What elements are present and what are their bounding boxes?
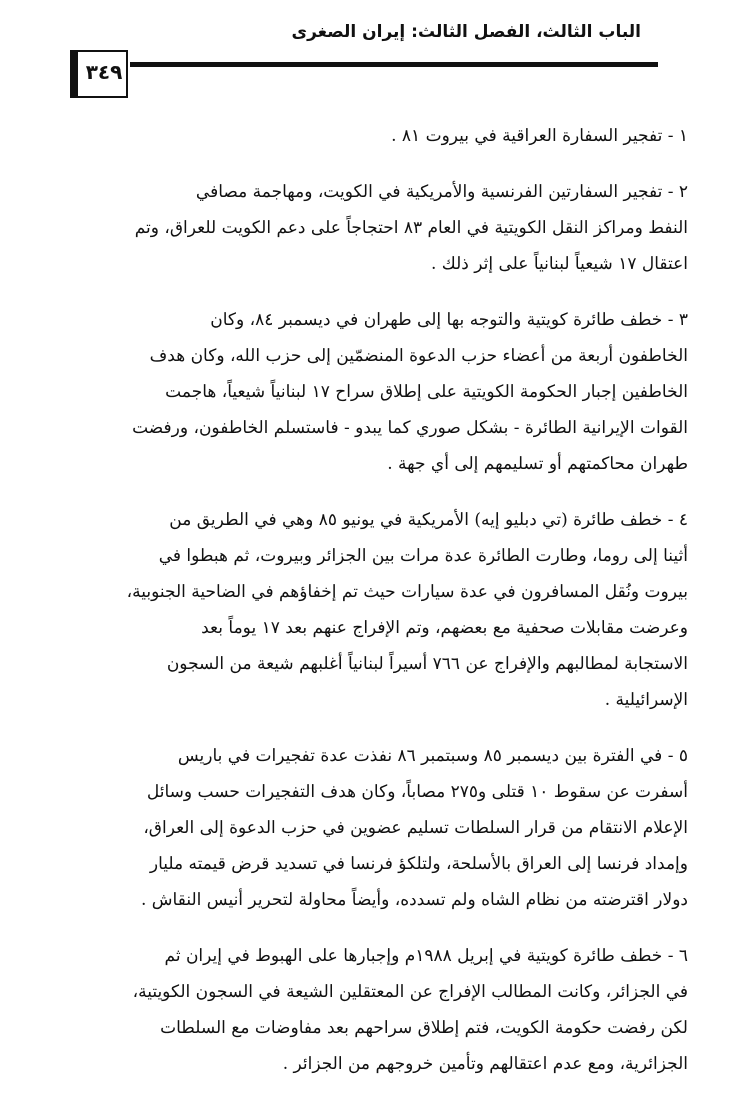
text-line: الخاطفون أربعة من أعضاء حزب الدعوة المنضمّين إلى حزب الله، وكان هدف [149, 346, 688, 366]
text-line: لكن رفضت حكومة الكويت، فتم إطلاق سراحهم بعد مفاوضات مع السلطات [160, 1018, 688, 1038]
list-item-2 [58, 174, 688, 282]
text-line: وعرضت مقابلات صحفية مع بعضهم، وتم الإفراج عنهم بعد ١٧ يوماً بعد [201, 618, 688, 638]
list-item-1 [58, 118, 688, 154]
list-item-4 [58, 502, 688, 718]
text-line: طهران محاكمتهم أو تسليمهم إلى أي جهة . [387, 454, 688, 474]
text-line: ٣ - خطف طائرة كويتية والتوجه بها إلى طهران في ديسمبر ٨٤، وكان [210, 310, 688, 330]
text-line: الاستجابة لمطالبهم والإفراج عن ٧٦٦ أسيراً لبنانياً أغلبهم شيعة من السجون [166, 654, 688, 674]
text-line: بيروت ونُقل المسافرون في عدة سيارات حيث تم إخفاؤهم في الضاحية الجنوبية، [126, 582, 688, 602]
list-item-5 [58, 738, 688, 918]
text-line: وإمداد فرنسا إلى العراق بالأسلحة، ولتلكؤ فرنسا في تسديد قرض قيمته مليار [149, 854, 688, 874]
text-line: ٥ - في الفترة بين ديسمبر ٨٥ وسبتمبر ٨٦ نفذت عدة تفجيرات في باريس [177, 746, 688, 766]
text-line: النفط ومراكز النقل الكويتية في العام ٨٣ احتجاجاً على دعم الكويت للعراق، وتم [134, 218, 688, 238]
running-head-title: الباب الثالث، الفصل الثالث: إيران الصغرى [291, 22, 641, 42]
text-line: ٤ - خطف طائرة (تي دبليو إيه) الأمريكية في يونيو ٨٥ وهي في الطريق من [169, 510, 688, 530]
page-body [58, 118, 688, 1102]
text-line: ٢ - تفجير السفارتين الفرنسية والأمريكية في الكويت، ومهاجمة مصافي [195, 182, 688, 202]
header-rule [130, 62, 658, 67]
text-line: اعتقال ١٧ شيعياً لبنانياً على إثر ذلك . [430, 254, 688, 274]
list-item-6 [58, 938, 688, 1082]
text-line: ١ - تفجير السفارة العراقية في بيروت ٨١ . [391, 126, 688, 146]
text-line: الجزائرية، ومع عدم اعتقالهم وتأمين خروجهم من الجزائر . [282, 1054, 688, 1074]
text-line: ٦ - خطف طائرة كويتية في إبريل ١٩٨٨م وإجبارها على الهبوط في إيران ثم [164, 946, 688, 966]
text-line: في الجزائر، وكانت المطالب الإفراج عن المعتقلين الشيعة في السجون الكويتية، [132, 982, 688, 1002]
text-line: أثينا إلى روما، وطارت الطائرة عدة مرات بين الجزائر وبيروت، ثم هبطوا في [158, 546, 688, 566]
text-line: الإعلام الانتقام من قرار السلطات تسليم عضوين في حزب الدعوة إلى العراق، [143, 818, 688, 838]
list-item-3 [58, 302, 688, 482]
text-line: الإسرائيلية . [604, 690, 688, 710]
text-line: دولار اقترضته من نظام الشاه ولم تسدده، وأيضاً محاولة لتحرير أنيس النقاش . [141, 890, 688, 910]
text-line: القوات الإيرانية الطائرة - بشكل صوري كما يبدو - فاستسلم الخاطفون، ورفضت [132, 418, 688, 438]
text-line: أسفرت عن سقوط ١٠ قتلى و٢٧٥ مصاباً، وكان هدف التفجيرات حسب وسائل [146, 782, 688, 802]
text-line: الخاطفين إجبار الحكومة الكويتية على إطلاق سراح ١٧ لبنانياً شيعياً، هاجمت [165, 382, 688, 402]
page-number: ٣٤٩ [85, 60, 123, 84]
page-number-bar [70, 50, 78, 98]
